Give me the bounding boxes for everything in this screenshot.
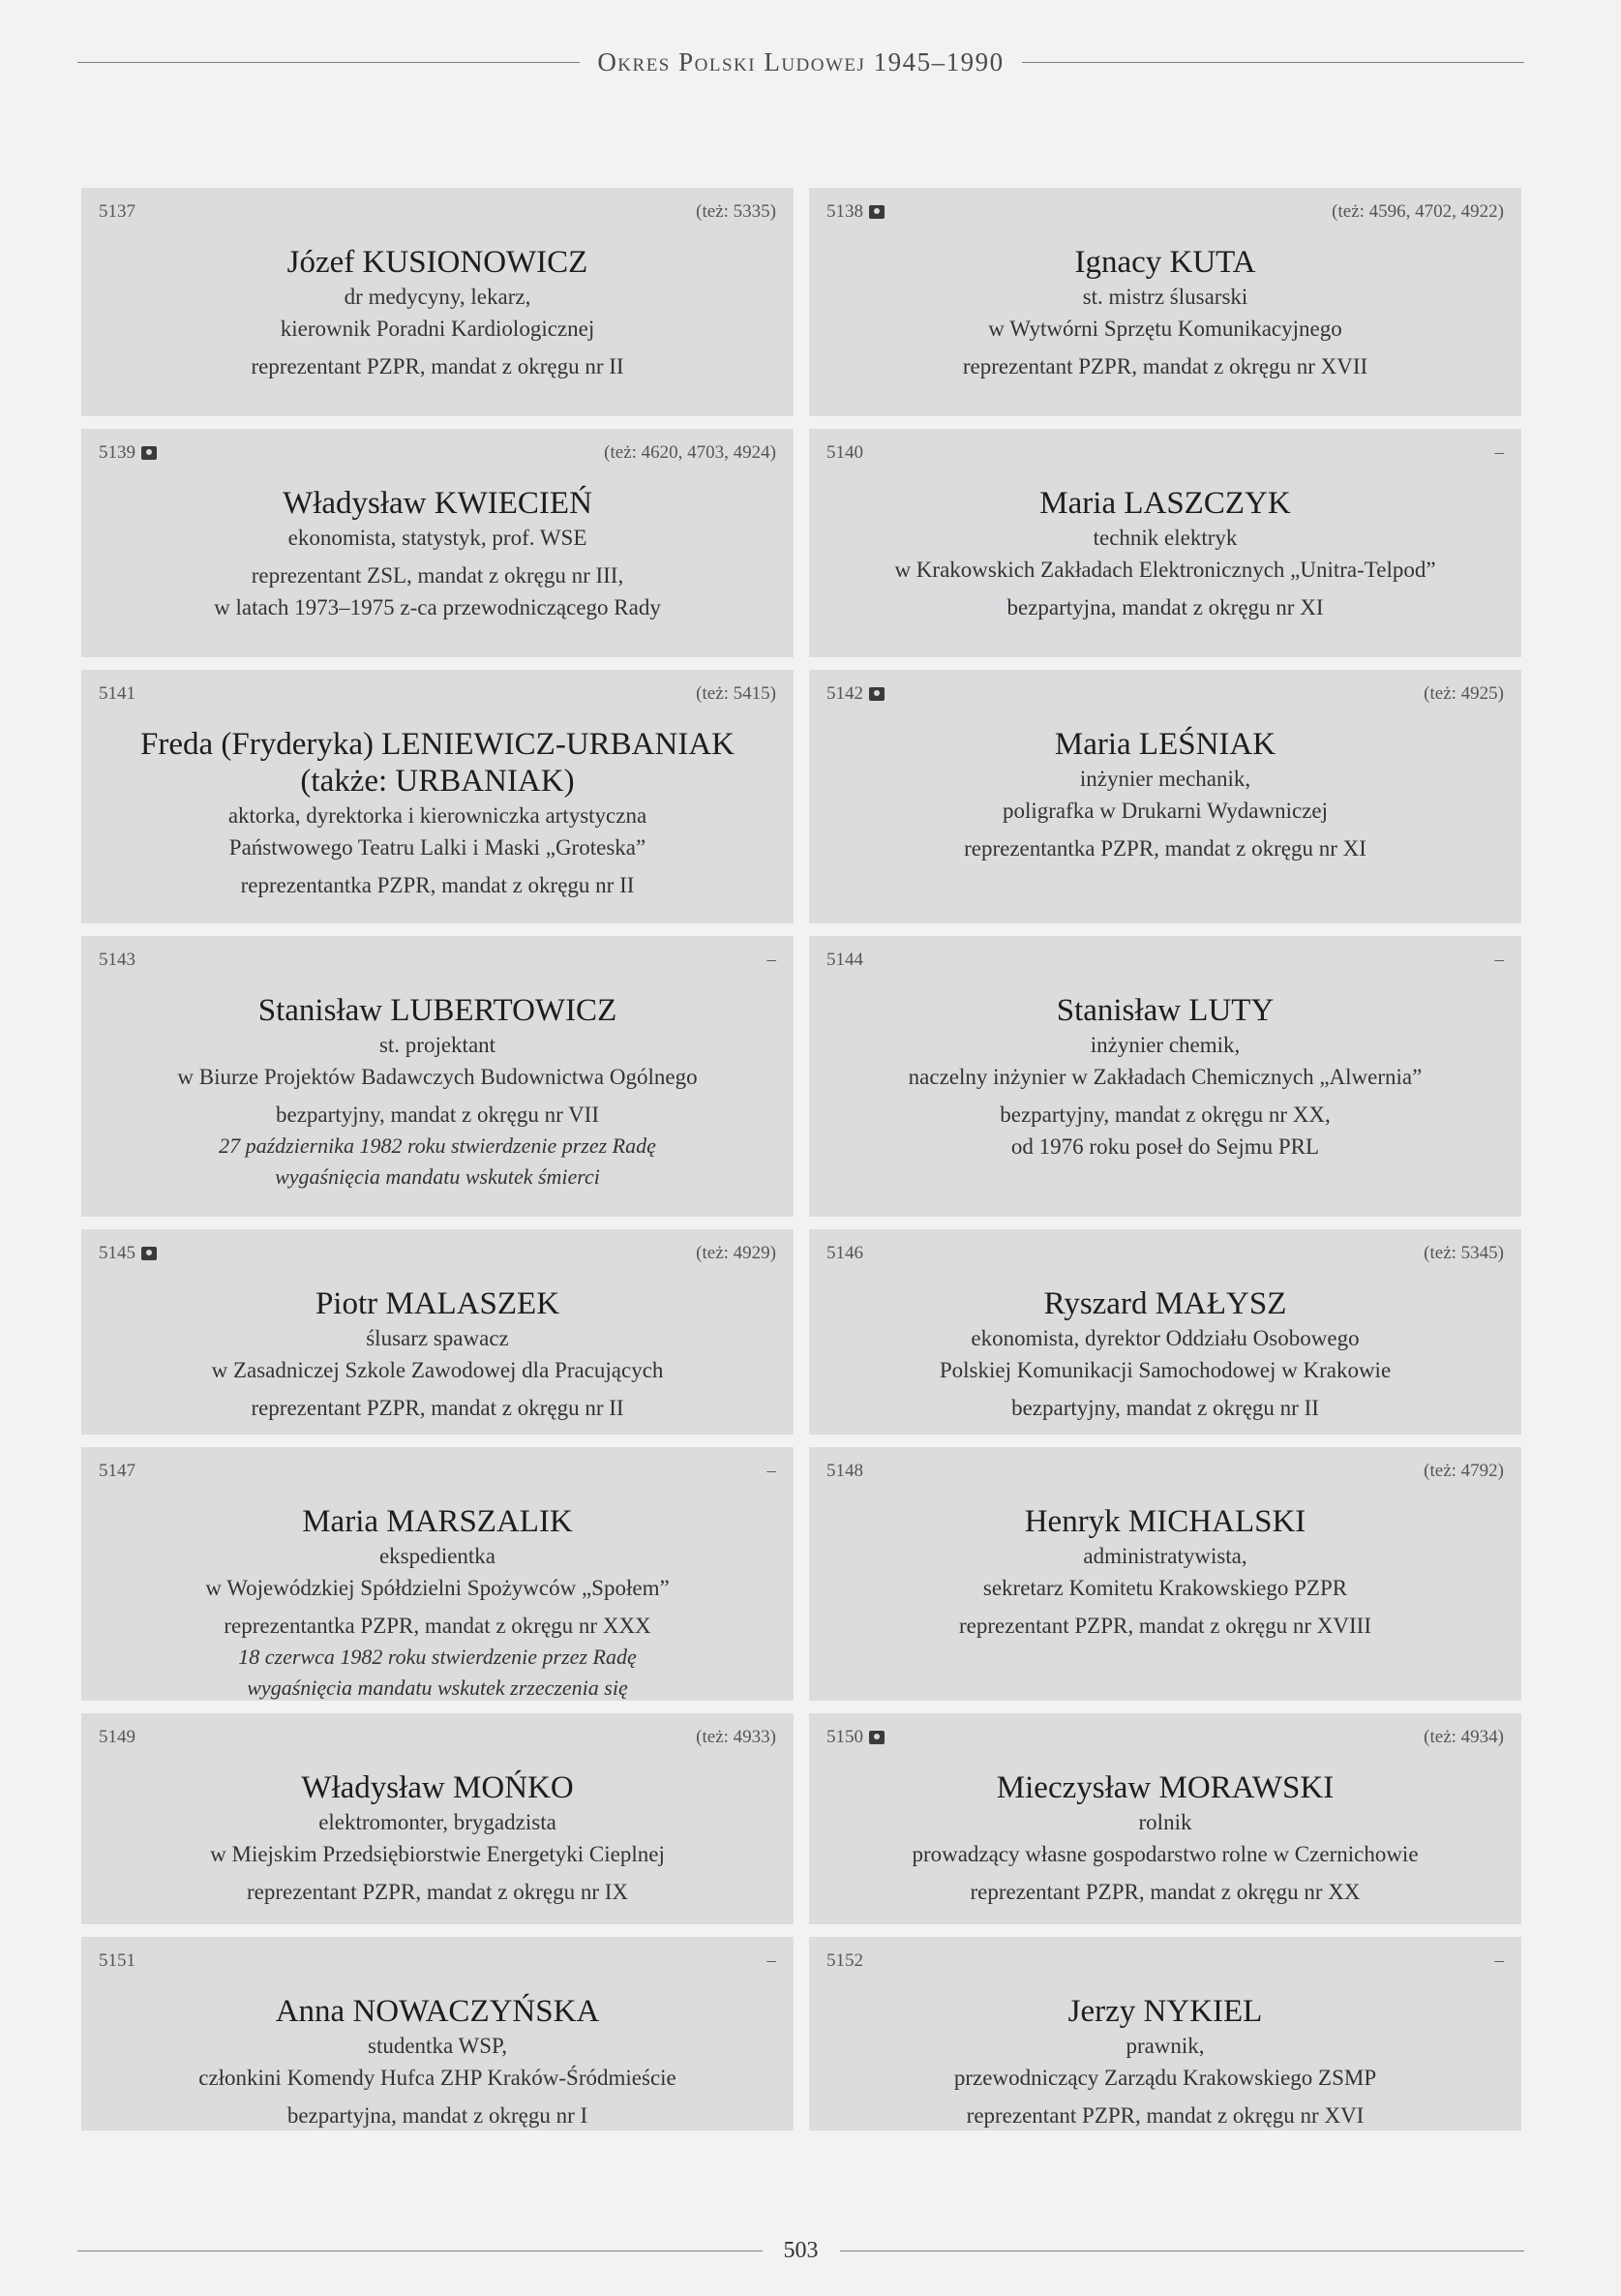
occupation-line: st. mistrz ślusarski (1082, 285, 1248, 309)
person-name: Ignacy KUTA (1074, 245, 1256, 280)
mandate-line: reprezentant PZPR, mandat z okręgu nr XX (970, 1880, 1361, 1904)
occupation-line: technik elektryk (1093, 526, 1238, 550)
running-title: Okres Polski Ludowej 1945–1990 (597, 46, 1005, 76)
entry-number (826, 1243, 863, 1264)
occupation-line: studentka WSP, (368, 2034, 507, 2058)
occupation-line: poligrafka w Drukarni Wydawniczej (1002, 799, 1329, 823)
mandate-line: bezpartyjny, mandat z okręgu nr II (1011, 1396, 1319, 1420)
entry-card (81, 1713, 794, 1924)
mandate-line: reprezentantka PZPR, mandat z okręgu nr XXX (224, 1614, 651, 1638)
entry-reference: (też: 5415) (696, 683, 776, 704)
entry-body (823, 485, 1508, 623)
entry-card (81, 188, 794, 416)
entry-card (81, 1937, 794, 2130)
entry-number-text: 5137 (99, 201, 135, 222)
header-rule-left (77, 62, 580, 63)
entry-number (99, 950, 135, 971)
page-footer (77, 2231, 1524, 2270)
occupation-line: aktorka, dyrektorka i kierowniczka artystyczna (227, 803, 647, 828)
entry-reference: – (766, 950, 776, 970)
mandate-line: reprezentantka PZPR, mandat z okręgu nr XI (964, 836, 1366, 861)
person-name: Maria LASZCZYK (1039, 486, 1291, 521)
entry-reference: (też: 4933) (696, 1727, 776, 1747)
entry-number (99, 1461, 135, 1482)
mandate-line: w latach 1973–1975 z-ca przewodniczącego Rady (214, 595, 661, 619)
camera-icon (869, 205, 885, 219)
entry-body (95, 992, 780, 1193)
entry-number-text: 5145 (99, 1243, 135, 1263)
entry-reference: – (766, 1950, 776, 1971)
camera-icon (869, 687, 885, 701)
entry-number (99, 442, 157, 464)
entry-number-text: 5150 (826, 1727, 863, 1747)
entry-number-text: 5143 (99, 950, 135, 970)
entry-number-text: 5141 (99, 683, 135, 704)
entry-card (81, 1229, 794, 1435)
mandate-line: od 1976 roku poseł do Sejmu PRL (1010, 1134, 1320, 1159)
occupation-line: inżynier chemik, (1090, 1033, 1241, 1057)
entry-body (95, 726, 780, 901)
entry-number-text: 5147 (99, 1461, 135, 1481)
entry-body (823, 244, 1508, 382)
entry-reference: (też: 5335) (696, 201, 776, 222)
entries-grid (81, 188, 1521, 2128)
entry-number (99, 683, 135, 705)
mandate-line: reprezentant PZPR, mandat z okręgu nr XVI (966, 2103, 1365, 2128)
entry-body (95, 1993, 780, 2131)
entry-body (823, 1503, 1508, 1642)
occupation-line: sekretarz Komitetu Krakowskiego PZPR (982, 1576, 1348, 1600)
entry-number (826, 1727, 885, 1748)
occupation-line: ekonomista, statystyk, prof. WSE (287, 526, 587, 550)
person-name: Stanisław LUTY (1056, 993, 1275, 1028)
occupation-line: ślusarz spawacz (366, 1326, 509, 1350)
entry-number (99, 1727, 135, 1748)
person-name: Jerzy NYKIEL (1067, 1994, 1263, 2029)
mandate-line: reprezentant PZPR, mandat z okręgu nr XVII (962, 354, 1368, 378)
entry-body (95, 1503, 780, 1704)
entry-card (809, 1937, 1521, 2130)
entry-card (809, 1713, 1521, 1924)
entry-reference: (też: 4620, 4703, 4924) (604, 442, 776, 463)
entry-body (95, 1285, 780, 1424)
person-name: Anna NOWACZYŃSKA (275, 1994, 600, 2029)
occupation-line: członkini Komendy Hufca ZHP Kraków-Śródmieście (198, 2066, 676, 2090)
entry-reference: – (1494, 1950, 1504, 1971)
mandate-line: reprezentantka PZPR, mandat z okręgu nr II (240, 873, 635, 897)
mandate-note: wygaśnięcia mandatu wskutek zrzeczenia się (247, 1676, 628, 1700)
occupation-line: rolnik (1138, 1810, 1192, 1834)
entry-body (823, 1769, 1508, 1908)
camera-icon (141, 446, 157, 460)
person-name: Józef KUSIONOWICZ (286, 245, 588, 280)
occupation-line: kierownik Poradni Kardiologicznej (280, 317, 595, 341)
person-name: Ryszard MAŁYSZ (1043, 1286, 1287, 1321)
occupation-line: ekonomista, dyrektor Oddziału Osobowego (971, 1326, 1360, 1350)
header-rule-right (1022, 62, 1524, 63)
occupation-line: st. projektant (378, 1033, 496, 1057)
entry-number-text: 5138 (826, 201, 863, 222)
entry-reference: – (1494, 950, 1504, 970)
mandate-note: 27 października 1982 roku stwierdzenie przez Radę (219, 1133, 656, 1158)
entry-reference: – (766, 1461, 776, 1481)
entry-number-text: 5144 (826, 950, 863, 970)
person-name: Władysław KWIECIEŃ (283, 486, 592, 521)
mandate-line: reprezentant ZSL, mandat z okręgu nr III, (251, 563, 624, 588)
entry-body (95, 485, 780, 623)
occupation-line: ekspedientka (378, 1544, 496, 1568)
entry-reference: (też: 4934) (1424, 1727, 1504, 1747)
occupation-line: prowadzący własne gospodarstwo rolne w Czernichowie (912, 1842, 1419, 1866)
occupation-line: w Wojewódzkiej Spółdzielni Spożywców „Społem” (205, 1576, 670, 1600)
entry-card (809, 1229, 1521, 1435)
entry-number-text: 5139 (99, 442, 135, 463)
occupation-line: prawnik, (1126, 2034, 1205, 2058)
entry-number-text: 5142 (826, 683, 863, 704)
entry-body (95, 244, 780, 382)
mandate-note: 18 czerwca 1982 roku stwierdzenie przez Radę (238, 1645, 637, 1669)
occupation-line: w Biurze Projektów Badawczych Budownictwa Ogólnego (177, 1065, 698, 1089)
entry-number-text: 5146 (826, 1243, 863, 1263)
entry-body (823, 726, 1508, 864)
mandate-line: reprezentant PZPR, mandat z okręgu nr II (251, 354, 624, 378)
entry-number-text: 5140 (826, 442, 863, 463)
entry-card (809, 936, 1521, 1217)
entry-reference: (też: 5345) (1424, 1243, 1504, 1263)
entry-body (823, 1993, 1508, 2131)
entry-reference: (też: 4925) (1424, 683, 1504, 704)
entry-reference: (też: 4792) (1424, 1461, 1504, 1481)
entry-card (809, 670, 1521, 923)
person-name: Maria MARSZALIK (302, 1504, 573, 1539)
entry-number-text: 5152 (826, 1950, 863, 1971)
entry-card (809, 188, 1521, 416)
occupation-line: administratywista, (1083, 1544, 1247, 1568)
camera-icon (869, 1731, 885, 1744)
mandate-note: wygaśnięcia mandatu wskutek śmierci (275, 1164, 600, 1189)
entry-reference: (też: 4596, 4702, 4922) (1332, 201, 1504, 222)
entry-card (81, 1447, 794, 1701)
entry-card (81, 429, 794, 657)
entry-number-text: 5149 (99, 1727, 135, 1747)
occupation-line: Państwowego Teatru Lalki i Maski „Groteska” (228, 835, 646, 860)
occupation-line: w Miejskim Przedsiębiorstwie Energetyki Cieplnej (210, 1842, 665, 1866)
mandate-line: reprezentant PZPR, mandat z okręgu nr IX (246, 1880, 629, 1904)
entry-number (826, 442, 863, 464)
person-name: Władysław MOŃKO (301, 1770, 574, 1805)
entry-card (809, 429, 1521, 657)
mandate-line: bezpartyjna, mandat z okręgu nr I (286, 2103, 588, 2128)
occupation-line: Polskiej Komunikacji Samochodowej w Krakowie (939, 1358, 1392, 1382)
entry-number (826, 1950, 863, 1972)
entry-body (823, 992, 1508, 1163)
occupation-line: inżynier mechanik, (1079, 767, 1251, 791)
entry-number (99, 1243, 157, 1264)
entry-number (826, 950, 863, 971)
mandate-line: bezpartyjny, mandat z okręgu nr XX, (1000, 1103, 1331, 1127)
entry-card (81, 670, 794, 923)
entry-number (826, 1461, 863, 1482)
occupation-line: w Wytwórni Sprzętu Komunikacyjnego (988, 317, 1342, 341)
entry-number (826, 683, 885, 705)
person-alt-name: (także: URBANIAK) (300, 764, 575, 799)
person-name: Mieczysław MORAWSKI (996, 1770, 1335, 1805)
mandate-line: bezpartyjna, mandat z okręgu nr XI (1006, 595, 1324, 619)
occupation-line: w Zasadniczej Szkole Zawodowej dla Pracujących (211, 1358, 664, 1382)
entry-number (99, 1950, 135, 1972)
person-name: Stanisław LUBERTOWICZ (257, 993, 617, 1028)
entry-number-text: 5148 (826, 1461, 863, 1481)
occupation-line: naczelny inżynier w Zakładach Chemicznych „Alwernia” (908, 1065, 1423, 1089)
page-number: 503 (783, 2237, 819, 2263)
mandate-line: reprezentant PZPR, mandat z okręgu nr XVIII (959, 1614, 1371, 1638)
page-header (77, 43, 1524, 81)
camera-icon (141, 1247, 157, 1260)
occupation-line: w Krakowskich Zakładach Elektronicznych „Unitra-Telpod” (894, 558, 1436, 582)
occupation-line: przewodniczący Zarządu Krakowskiego ZSMP (953, 2066, 1377, 2090)
entry-number-text: 5151 (99, 1950, 135, 1971)
entry-card (809, 1447, 1521, 1701)
occupation-line: elektromonter, brygadzista (318, 1810, 556, 1834)
entry-number (826, 201, 885, 223)
entry-body (823, 1285, 1508, 1424)
entry-reference: (też: 4929) (696, 1243, 776, 1263)
person-name: Freda (Fryderyka) LENIEWICZ-URBANIAK (140, 727, 735, 762)
occupation-line: dr medycyny, lekarz, (344, 285, 531, 309)
entry-number (99, 201, 135, 223)
person-name: Henryk MICHALSKI (1024, 1504, 1306, 1539)
mandate-line: reprezentant PZPR, mandat z okręgu nr II (251, 1396, 624, 1420)
person-name: Piotr MALASZEK (315, 1286, 560, 1321)
mandate-line: bezpartyjny, mandat z okręgu nr VII (275, 1103, 600, 1127)
entry-reference: – (1494, 442, 1504, 463)
entry-card (81, 936, 794, 1217)
entry-body (95, 1769, 780, 1908)
person-name: Maria LEŚNIAK (1054, 727, 1276, 762)
